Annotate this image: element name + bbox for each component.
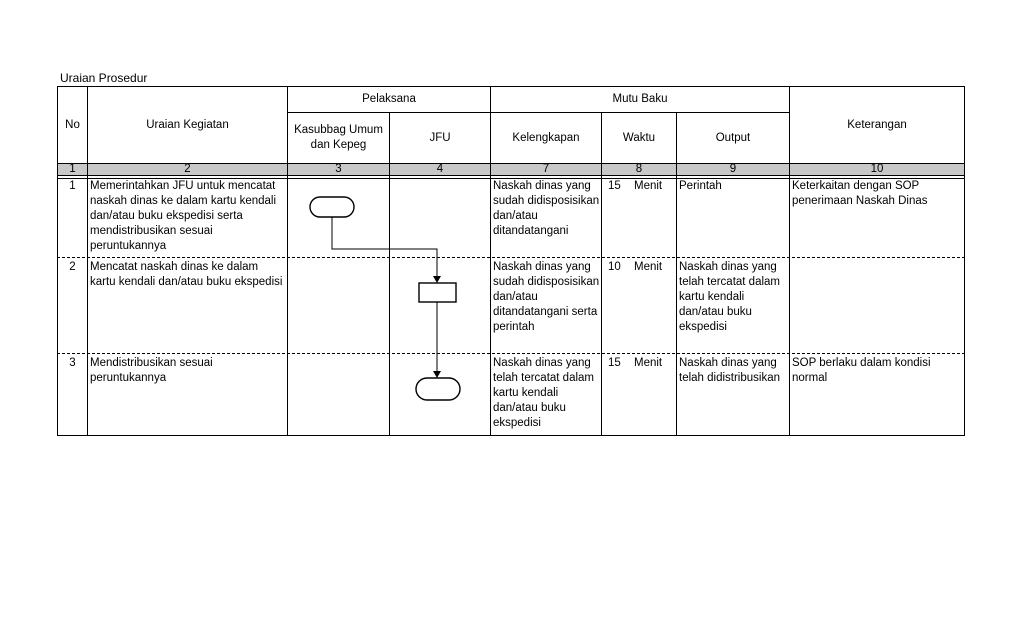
column-number: 8 <box>635 164 643 175</box>
header-no: No <box>65 118 80 131</box>
column-number: 2 <box>184 164 191 175</box>
header-keterangan: Keterangan <box>847 118 907 131</box>
row-1-waktu-value: 15 <box>608 180 621 192</box>
row-2-waktu-value: 10 <box>608 261 621 273</box>
row-1-output: Perintah <box>679 180 722 192</box>
row-1-waktu-unit: Menit <box>634 180 663 192</box>
row-3-waktu-value: 15 <box>608 357 621 369</box>
column-number: 1 <box>69 164 76 175</box>
column-number: 9 <box>729 164 737 175</box>
header-output: Output <box>715 131 751 144</box>
row-3-output: Naskah dinas yang telah didistribusikan <box>679 357 781 384</box>
header-mutu-baku: Mutu Baku <box>612 93 668 105</box>
row-1-kelengkapan: Naskah dinas yang sudah didisposisikan dan/atau ditandatangani <box>493 180 600 237</box>
end-terminator <box>416 378 460 400</box>
row-1-no: 1 <box>69 180 76 192</box>
process-box <box>419 283 456 302</box>
header-waktu: Waktu <box>622 131 656 144</box>
row-3-no: 3 <box>69 357 76 369</box>
column-number: 10 <box>870 164 884 175</box>
row-2-uraian: Mencatat naskah dinas ke dalam kartu kendali dan/atau buku ekspedisi <box>90 261 283 288</box>
row-2-keterangan <box>790 260 957 352</box>
row-2-no: 2 <box>69 261 76 273</box>
row-1-keterangan: Keterkaitan dengan SOP penerimaan Naskah Dinas <box>792 180 928 207</box>
row-3-kelengkapan: Naskah dinas yang telah tercatat dalam kartu kendali dan/atau buku ekspedisi <box>493 357 595 429</box>
arrow-head-2 <box>433 371 441 378</box>
start-terminator <box>310 197 354 217</box>
row-2-kelengkapan: Naskah dinas yang sudah didisposisikan dan/atau ditandatangani serta perintah <box>493 261 600 333</box>
column-number: 3 <box>335 164 342 175</box>
header-jfu: JFU <box>429 131 451 144</box>
column-number: 4 <box>436 164 444 175</box>
row-2-output: Naskah dinas yang telah tercatat dalam kartu kendali dan/atau buku ekspedisi <box>679 261 781 333</box>
header-pelaksana: Pelaksana <box>362 93 416 105</box>
row-1-uraian: Memerintahkan JFU untuk mencatat naskah dinas ke dalam kartu kendali dan/atau buku ekspedisi serta mendistribusikan sesuai peruntukannya <box>90 180 277 252</box>
header-kelengkapan: Kelengkapan <box>512 131 580 144</box>
section-title: Uraian Prosedur <box>60 71 148 85</box>
row-3-waktu-unit: Menit <box>634 357 663 369</box>
flow-connector-1 <box>332 217 437 282</box>
row-3-keterangan: SOP berlaku dalam kondisi normal <box>792 357 931 384</box>
header-uraian-kegiatan: Uraian Kegiatan <box>146 118 229 131</box>
row-2-waktu-unit: Menit <box>634 261 663 273</box>
arrow-head-1 <box>433 276 441 283</box>
column-number: 7 <box>542 164 550 175</box>
row-3-uraian: Mendistribusikan sesuai peruntukannya <box>90 357 213 384</box>
header-kasubbag: Kasubbag Umum dan Kepeg <box>294 124 383 151</box>
